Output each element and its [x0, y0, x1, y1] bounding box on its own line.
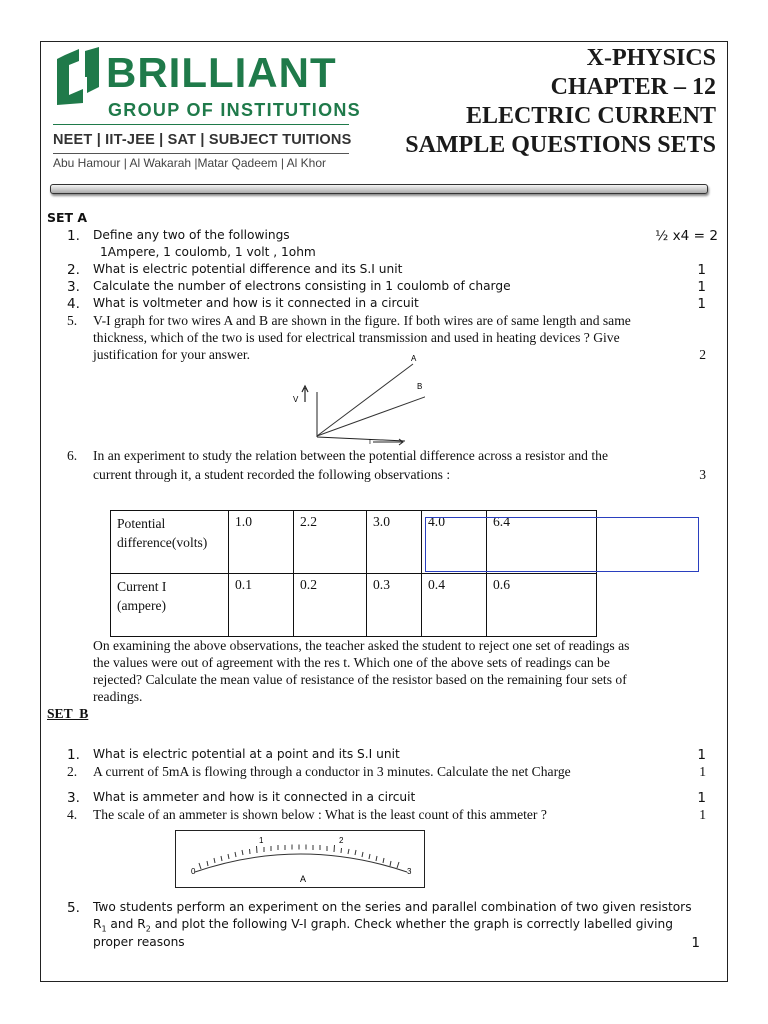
table-cell: 0.6 — [487, 574, 597, 637]
question-marks: 1 — [697, 262, 706, 278]
scale-label-3: 3 — [407, 867, 412, 876]
set-b-heading: SET B — [47, 706, 89, 721]
question-marks: 1 — [697, 296, 706, 312]
question-marks: 1 — [691, 935, 700, 951]
question-text: A current of 5mA is flowing through a conductor in 3 minutes. Calculate the net Charge — [93, 764, 571, 779]
logo-name: BRILLIANT — [106, 49, 337, 96]
question-number: 1. — [67, 228, 80, 244]
question-marks: ½ x4 = 2 — [655, 228, 718, 244]
question-marks: 1 — [699, 764, 706, 779]
table-row-label: Potential difference(volts) — [111, 511, 229, 574]
table-cell: 0.3 — [367, 574, 422, 637]
question-text-line: proper reasons — [93, 935, 185, 949]
question-marks: 1 — [697, 279, 706, 295]
question-marks: 1 — [697, 790, 706, 806]
question-marks: 3 — [699, 467, 706, 482]
question-marks: 1 — [697, 747, 706, 763]
question-marks: 2 — [699, 347, 706, 362]
logo-divider-2 — [53, 153, 349, 154]
question-number: 5. — [67, 900, 80, 916]
table-cell: 0.1 — [229, 574, 294, 637]
header-separator-bar — [50, 184, 708, 194]
line-b-label: B — [417, 382, 423, 391]
question-number: 5. — [67, 313, 78, 328]
question-text-line: thickness, which of the two is used for electrical transmission and used in heating devices ? Give — [93, 330, 620, 345]
table-cell: 6.4 — [487, 511, 597, 574]
question-text: What is electric potential at a point and its S.I unit — [93, 747, 400, 761]
title-topic: ELECTRIC CURRENT — [465, 103, 716, 129]
table-cell: 3.0 — [367, 511, 422, 574]
vi-graph-figure — [285, 352, 425, 448]
table-row-label: Current I (ampere) — [111, 574, 229, 637]
question-text-line: current through it, a student recorded the following observations : — [93, 467, 451, 482]
question-text: The scale of an ammeter is shown below : What is the least count of this ammeter ? — [93, 807, 547, 822]
question-marks: 1 — [699, 807, 706, 822]
title-subject: X-PHYSICS — [586, 45, 716, 71]
question-number: 6. — [67, 448, 78, 463]
question-text-line: In an experiment to study the relation between the potential difference across a resistor and the — [93, 448, 608, 463]
logo-mark — [55, 47, 105, 107]
logo-divider — [53, 124, 349, 125]
question-text-line: readings. — [93, 689, 143, 704]
table-cell: 0.2 — [294, 574, 367, 637]
x-axis-label: I — [369, 439, 371, 446]
table-row — [111, 574, 597, 637]
question-text-line: V-I graph for two wires A and B are shown in the figure. If both wires are of same length and same — [93, 313, 631, 328]
logo-courses: NEET | IIT-JEE | SAT | SUBJECT TUITIONS — [53, 132, 352, 148]
question-text-line: rejected? Calculate the mean value of resistance of the resistor based on the remaining four sets of — [93, 672, 627, 687]
question-number: 4. — [67, 296, 80, 312]
table-cell: 0.4 — [422, 574, 487, 637]
line-a — [317, 364, 413, 436]
line-a-label: A — [411, 354, 417, 363]
question-text: What is electric potential difference and its S.I unit — [93, 262, 403, 276]
logo-group: GROUP OF INSTITUTIONS — [108, 100, 361, 120]
scale-label-0: 0 — [191, 867, 196, 876]
question-text-line: justification for your answer. — [93, 347, 251, 362]
title-sets: SAMPLE QUESTIONS SETS — [405, 132, 716, 158]
line-b — [317, 394, 425, 436]
title-chapter: CHAPTER – 12 — [550, 74, 716, 100]
scale-label-1: 1 — [259, 836, 264, 845]
y-axis-arrow — [302, 386, 308, 402]
question-text: What is voltmeter and how is it connected in a circuit — [93, 296, 419, 310]
scale-label-2: 2 — [339, 836, 344, 845]
question-text: Calculate the number of electrons consisting in 1 coulomb of charge — [93, 279, 511, 293]
question-subtext: 1Ampere, 1 coulomb, 1 volt , 1ohm — [100, 245, 316, 259]
ammeter-unit-label: A — [300, 874, 307, 884]
question-number: 3. — [67, 279, 80, 295]
question-text: What is ammeter and how is it connected in a circuit — [93, 790, 416, 804]
table-cell: 4.0 — [422, 511, 487, 574]
selection-highlight-box — [425, 517, 699, 572]
question-number: 1. — [67, 747, 80, 763]
x-axis — [317, 437, 405, 441]
question-number: 2. — [67, 262, 80, 278]
y-axis-label: V — [293, 395, 299, 404]
question-text-line: $R_1$ and $R_2$ and plot the following V-I graph. Check whether the graph is correctly labelled giving — [93, 917, 673, 934]
question-number: 4. — [67, 807, 78, 822]
table-cell: 2.2 — [294, 511, 367, 574]
question-number: 3. — [67, 790, 80, 806]
table-cell: 1.0 — [229, 511, 294, 574]
logo-locations: Abu Hamour | Al Wakarah |Matar Qadeem | Al Khor — [53, 156, 327, 170]
question-text: Define any two of the followings — [93, 228, 290, 242]
question-text-line: the values were out of agreement with the res t. Which one of the above sets of readings can be — [93, 655, 610, 670]
ammeter-scale-figure — [175, 830, 425, 888]
question-text-line: Two students perform an experiment on the series and parallel combination of two given resistors — [93, 900, 692, 914]
question-text-line: On examining the above observations, the teacher asked the student to reject one set of readings as — [93, 638, 630, 653]
question-number: 2. — [67, 764, 78, 779]
set-a-heading: SET A — [47, 210, 88, 225]
